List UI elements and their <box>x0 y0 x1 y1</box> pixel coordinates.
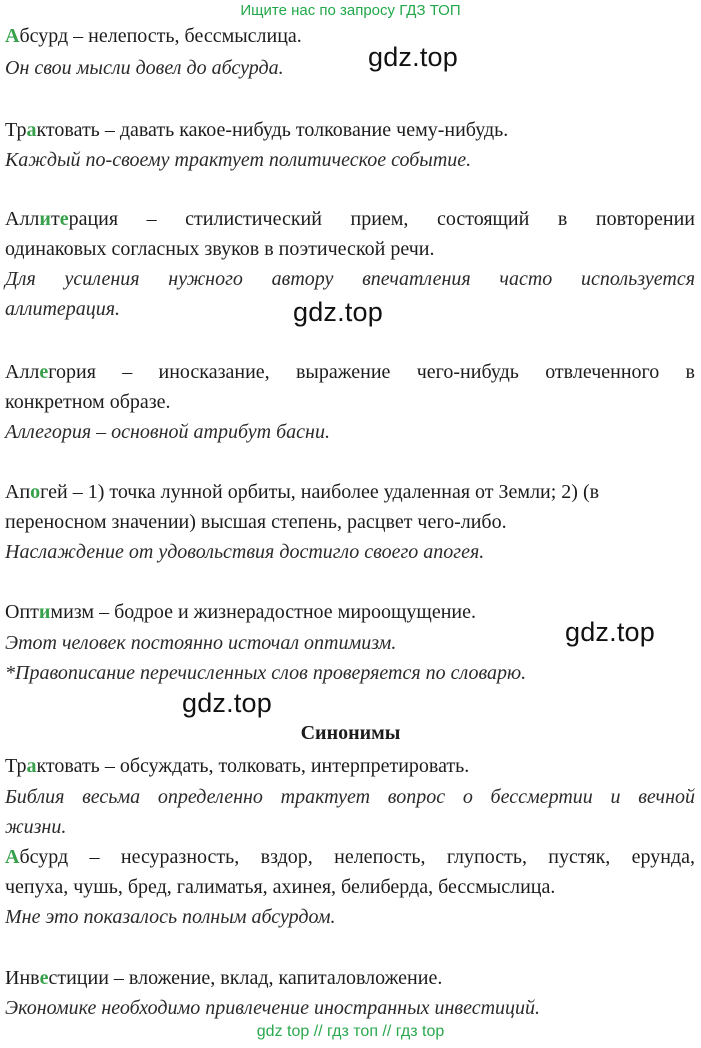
entry-apogee-definition-line1 <box>5 480 599 504</box>
watermark: gdz.top <box>368 42 458 72</box>
entry-absurd-definition <box>5 24 302 48</box>
top-banner: Ищите нас по запросу ГДЗ ТОП <box>240 2 461 19</box>
entry-word-post: рация <box>68 208 119 230</box>
entry-definition: – обсуждать, толковать, интерпретировать. <box>99 755 470 777</box>
synonym-absurd-line2: чепуха, чушь, бред, галиматья, ахинея, белиберда, бессмыслица. <box>5 876 556 898</box>
entry-word-post: стиции <box>48 967 109 989</box>
synonym-traktovat-example-line2: жизни. <box>5 816 67 838</box>
entry-word-post: гей <box>40 481 68 503</box>
entry-allegory-example: Аллегория – основной атрибут басни. <box>5 421 330 443</box>
entry-definition: – несуразность, вздор, нелепость, глупость, пустяк, ерунда, <box>89 846 695 868</box>
entry-word-pre: Опт <box>5 601 39 623</box>
stress-letter: и <box>39 208 51 230</box>
synonym-traktovat-example-line1: Библия весьма определенно трактует вопрос о бессмертии и вечной <box>5 786 695 808</box>
stress-letter: е <box>39 361 49 383</box>
entry-optimism-example: Этот человек постоянно источал оптимизм. <box>5 632 397 654</box>
stress-letter: и <box>38 601 51 623</box>
entry-word-post: бсурд <box>19 846 69 868</box>
synonym-absurd-line1 <box>5 845 695 869</box>
entry-traktovat-example: Каждый по-своему трактует политическое событие. <box>5 149 472 171</box>
synonym-investments-example: Экономике необходимо привлечение иностранных инвестиций. <box>5 997 541 1019</box>
entry-word-pre: Алл <box>5 208 40 230</box>
stress-letter: о <box>30 481 41 503</box>
entry-word-post: ктовать <box>36 755 100 777</box>
footer-links: gdz top // гдз топ // гдз top <box>256 1023 445 1040</box>
entry-word-pre: Тр <box>5 755 27 777</box>
entry-apogee-definition-line2: переносном значении) высшая степень, расцвет чего-либо. <box>5 511 507 533</box>
synonym-traktovat <box>5 754 469 778</box>
entry-definition: – давать какое-нибудь толкование чему-нибудь. <box>99 119 509 141</box>
synonyms-heading: Синонимы <box>300 722 401 744</box>
entry-word: бсурд <box>19 25 69 47</box>
watermark: gdz.top <box>565 617 655 647</box>
entry-traktovat-definition <box>5 118 508 142</box>
entry-word-post: мизм <box>50 601 95 623</box>
entry-definition: – 1) точка лунной орбиты, наиболее удаленная от Земли; 2) (в <box>67 481 600 503</box>
entry-absurd-example: Он свои мысли довел до абсурда. <box>5 57 284 79</box>
entry-word-pre: Тр <box>5 119 27 141</box>
entry-definition: – вложение, вклад, капиталовложение. <box>108 967 443 989</box>
entry-word-post: гория <box>48 361 96 383</box>
entry-word-pre: Инв <box>5 967 40 989</box>
entry-definition: – иносказание, выражение чего-нибудь отвлеченного в <box>122 361 695 383</box>
stress-letter: а <box>26 119 37 141</box>
entry-alliteration-definition-line1 <box>5 207 695 231</box>
entry-allegory-definition-line2: конкретном образе. <box>5 391 171 413</box>
synonym-absurd-example: Мне это показалось полным абсурдом. <box>5 906 336 928</box>
spelling-note: *Правописание перечисленных слов проверяется по словарю. <box>5 662 527 684</box>
stress-letter: А <box>5 25 20 47</box>
stress-letter: е <box>39 967 49 989</box>
entry-definition: – нелепость, бессмыслица. <box>68 25 302 47</box>
entry-apogee-example: Наслаждение от удовольствия достигло своего апогея. <box>5 541 485 563</box>
entry-word-pre: Ап <box>5 481 31 503</box>
watermark: gdz.top <box>293 297 383 327</box>
entry-word-mid: т <box>50 208 60 230</box>
entry-alliteration-definition-line2: одинаковых согласных звуков в поэтической речи. <box>5 238 435 260</box>
entry-allegory-definition-line1 <box>5 360 695 384</box>
entry-alliteration-example-line1: Для усиления нужного автору впечатления часто используется <box>5 268 695 290</box>
entry-alliteration-example-line2: аллитерация. <box>5 298 121 320</box>
entry-word-pre: Алл <box>5 361 40 383</box>
stress-letter-2: е <box>59 208 69 230</box>
stress-letter: А <box>5 846 20 868</box>
synonym-investments <box>5 966 442 990</box>
watermark: gdz.top <box>182 688 272 718</box>
entry-word-post: ктовать <box>36 119 100 141</box>
entry-optimism-definition <box>5 600 476 624</box>
entry-definition: – стилистический прием, состоящий в повторении <box>146 208 696 230</box>
entry-definition: – бодрое и жизнерадостное мироощущение. <box>94 601 476 623</box>
stress-letter: а <box>26 755 37 777</box>
